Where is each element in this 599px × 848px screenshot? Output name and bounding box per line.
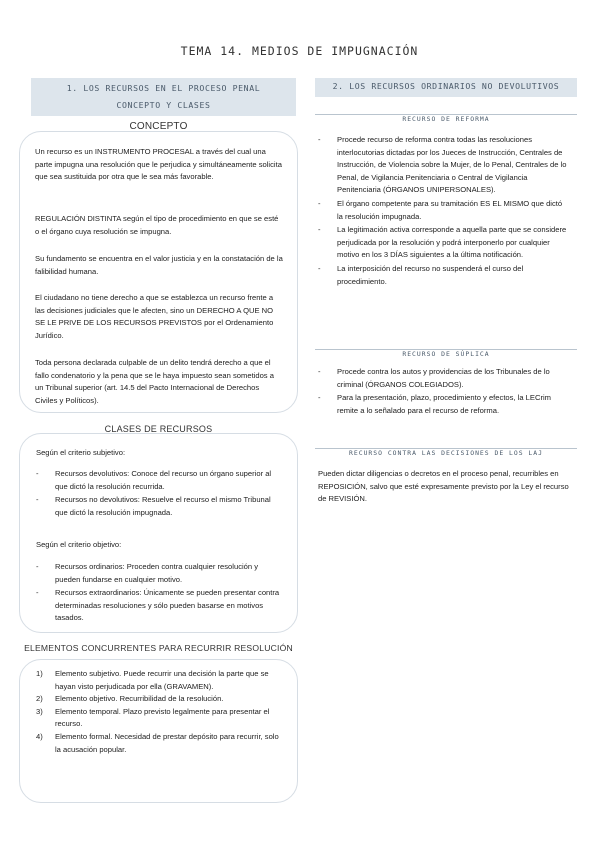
section-band-recursos — [31, 78, 296, 116]
laj-heading: RECURSO CONTRA LAS DECISIONES DE LOS LAJ — [349, 449, 543, 457]
band-line-1: 1. LOS RECURSOS EN EL PROCESO PENAL — [66, 83, 261, 93]
clases-heading: CLASES DE RECURSOS — [104, 424, 213, 434]
subjetivo-label: Según el criterio subjetivo: — [36, 448, 126, 457]
objetivo-label: Según el criterio objetivo: — [36, 540, 122, 549]
page-title: TEMA 14. MEDIOS DE IMPUGNACIÓN — [180, 44, 419, 58]
concepto-heading: CONCEPTO — [129, 121, 188, 132]
list-item: - La legitimación activa corresponde a aquella parte que se considere perjudicada por la resolución y podrá interponerlo por cualquier motivo en los 3 DÍAS siguientes a la última notificación. — [318, 224, 570, 262]
concepto-p1: Un recurso es un INSTRUMENTO PROCESAL a través del cual una parte impugna una resolución que le perjudica y simultáneamente solicita que sea sustituida por otra que le sea más favorable. — [35, 147, 282, 182]
section-band-no-devolutivos: 2. LOS RECURSOS ORDINARIOS NO DEVOLUTIVOS — [315, 78, 577, 97]
band-line-2: CONCEPTO Y CLASES — [116, 100, 211, 110]
reforma-list — [318, 134, 570, 289]
list-item: - Procede recurso de reforma contra todas las resoluciones interlocutorias dictadas por los Jueces de Instrucción, Centrales de Instrucción, de Violencia sobre la Mujer, de lo Penal, Centrales de lo Penal, de Vigilancia Penitenciaria o Central de Vigilancia Penitenciaria (ÓRGANOS UNIPERSONALES). — [318, 134, 570, 197]
list-item: 3) Elemento temporal. Plazo previsto legalmente para presentar el recurso. — [36, 706, 270, 729]
list-item: - El órgano competente para su tramitación ES EL MISMO que dictó la resolución impugnada. — [318, 198, 570, 223]
list-item: - Recursos ordinarios: Proceden contra cualquier resolución y pueden fundarse en cualquier motivo. — [36, 561, 284, 586]
reforma-heading: RECURSO DE REFORMA — [402, 115, 490, 123]
concepto-p5: Toda persona declarada culpable de un delito tendrá derecho a que el fallo condenatorio y la pena que se le haya impuesto sean sometidos a un Tribunal superior (art. 14.5 del Pacto Internacional de Derechos Civiles y Políticos). — [35, 358, 274, 405]
concepto-p3: Su fundamento se encuentra en el valor justicia y en la constatación de la falibilidad humana. — [35, 254, 283, 276]
concepto-p4: El ciudadano no tiene derecho a que se establezca un recurso frente a las decisiones judiciales que le afecten, sino un DERECHO A QUE NO SE LE PRIVE DE LOS RECURSOS PREVISTOS por el Ordenamiento Jurídico. — [35, 293, 274, 340]
list-item: 4) Elemento formal. Necesidad de prestar depósito para recurrir, solo la acusación popular. — [36, 731, 279, 754]
laj-text: Pueden dictar diligencias o decretos en el proceso penal, recurribles en REPOSICIÓN, salvo que esté expresamente previsto por la Ley el recurso de REVISIÓN. — [318, 469, 569, 504]
suplica-heading: RECURSO DE SÚPLICA — [402, 350, 490, 358]
elementos-list — [36, 668, 280, 756]
list-item: - Recursos no devolutivos: Resuelve el recurso el mismo Tribunal que dictó la resolución impugnada. — [36, 494, 284, 519]
list-item: 2) Elemento objetivo. Recurribilidad de la resolución. — [36, 694, 224, 704]
subjetivo-list — [36, 468, 284, 520]
concepto-p2: REGULACIÓN DISTINTA según el tipo de procedimiento en que se esté o el órgano cuya resolución se impugna. — [35, 214, 279, 236]
objetivo-list — [36, 561, 284, 626]
list-item: 1) Elemento subjetivo. Puede recurrir una decisión la parte que se hayan visto perjudicada por ella (GRAVAMEN). — [36, 669, 269, 691]
suplica-list — [318, 366, 570, 418]
list-item: - La interposición del recurso no suspenderá el curso del procedimiento. — [318, 263, 570, 288]
list-item: - Para la presentación, plazo, procedimiento y efectos, la LECrim remite a lo señalado para el recurso de reforma. — [318, 392, 570, 417]
list-item: - Recursos extraordinarios: Únicamente se pueden presentar contra determinadas resoluciones y sólo pueden basarse en motivos tasados. — [36, 587, 284, 625]
list-item: - Recursos devolutivos: Conoce del recurso un órgano superior al que dictó la resolución recurrida. — [36, 468, 284, 493]
list-item: - Procede contra los autos y providencias de los Tribunales de lo criminal (ÓRGANOS COLEGIADOS). — [318, 366, 570, 391]
elementos-heading: ELEMENTOS CONCURRENTES PARA RECURRIR RESOLUCIÓN — [24, 643, 293, 653]
